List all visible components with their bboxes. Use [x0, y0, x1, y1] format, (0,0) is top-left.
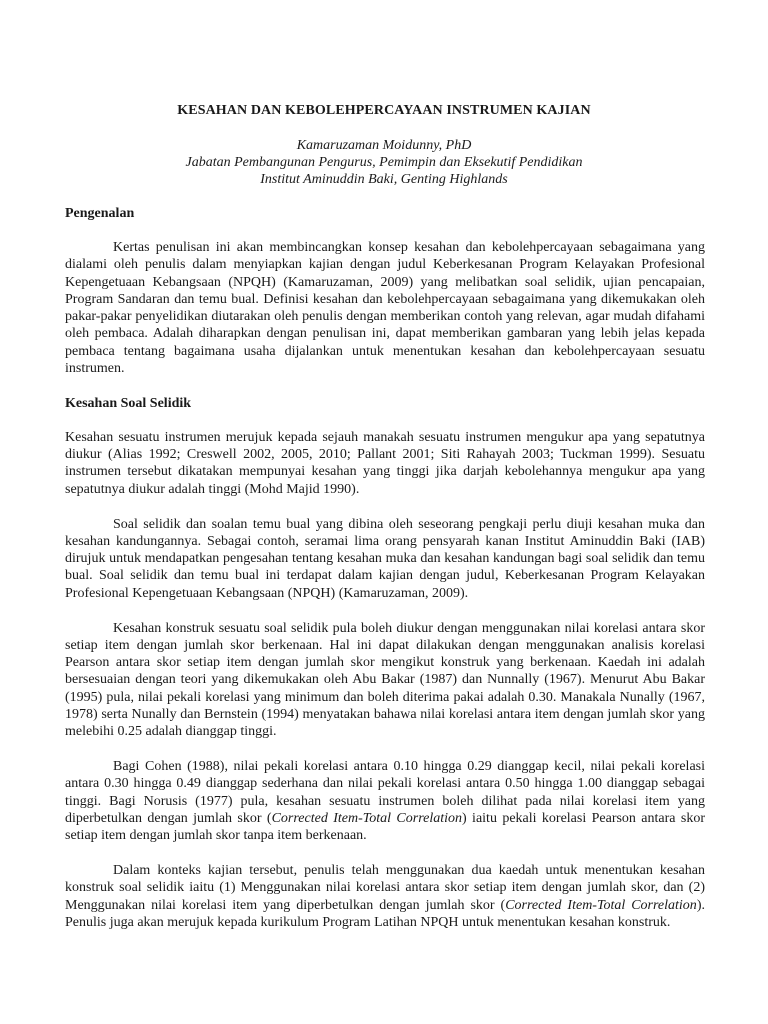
paragraph-cohen-text-2: ) iaitu pekali korelasi Pearson antara skor setiap item dengan jumlah skor tanpa item berkenaan.: [65, 811, 705, 844]
paragraph-cohen-text-1: Bagi Cohen (1988), nilai pekali korelasi antara 0.10 hingga 0.29 dianggap kecil, nilai pekali korelasi antara 0.30 hingga 0.49 dianggap sederhana dan nilai pekali korelasi antara 0.50 hingga 1.00 dianggap sebagai tinggi. Bagi Norusis (1977) pula, kesahan sesuatu instrumen boleh dilihat pada nilai korelasi item yang diperbetulkan dengan jumlah skor (: [65, 759, 705, 827]
paragraph-konteks-kajian: [65, 862, 705, 931]
author-department: Jabatan Pembangunan Pengurus, Pemimpin dan Eksekutif Pendidikan: [185, 155, 583, 170]
paragraph-kesahan-definition: Kesahan sesuatu instrumen merujuk kepada sejauh manakah sesuatu instrumen mengukur apa yang sepatutnya diukur (Alias 1992; Creswell 2002, 2005, 2010; Pallant 2001; Siti Rahayah 2003; Tuckman 1999). Sesuatu instrumen tersebut dikatakan mempunyai kesahan yang tinggi jika darjah kebolehannya mengukur apa yang sepatutnya diukur adalah tinggi (Mohd Majid 1990).: [65, 429, 705, 497]
author-institution: Institut Aminuddin Baki, Genting Highlands: [260, 172, 508, 187]
paragraph-konteks-text-1: Dalam konteks kajian tersebut, penulis telah menggunakan dua kaedah untuk menentukan kesahan konstruk soal selidik iaitu (1) Menggunakan nilai korelasi antara skor setiap item dengan jumlah skor, dan (2) Menggunakan nilai korelasi item yang diperbetulkan dengan jumlah skor (: [65, 863, 705, 913]
paragraph-konteks-italic: Corrected Item-Total Correlation: [505, 897, 697, 913]
section-heading-pengenalan: Pengenalan: [65, 206, 135, 221]
paragraph-cohen-italic: Corrected Item-Total Correlation: [271, 811, 463, 827]
paragraph-kesahan-muka: Soal selidik dan soalan temu bual yang dibina oleh seseorang pengkaji perlu diuji kesahan muka dan kesahan kandungannya. Sebagai contoh, seramai lima orang pensyarah kanan Institut Aminuddin Baki (IAB) dirujuk untuk mendapatkan pengesahan tentang kesahan muka dan kesahan kandungan bagi soal selidik dan temu bual. Soal selidik dan temu bual ini terdapat dalam kajian dengan judul, Keberkesanan Program Kelayakan Profesional Kepengetuaan Kebangsaan (NPQH) (Kamaruzaman, 2009).: [65, 516, 705, 601]
author-block: [0, 137, 768, 188]
section-heading-kesahan-soal-selidik: Kesahan Soal Selidik: [65, 395, 192, 411]
paragraph-kesahan-konstruk: Kesahan konstruk sesuatu soal selidik pula boleh diukur dengan menggunakan nilai korelasi antara skor setiap item dengan jumlah skor berkenaan. Hal ini dapat dilakukan dengan menggunakan analisis korelasi Pearson antara skor setiap item dengan jumlah skor mengikut konstruk yang berkenaan. Kaedah ini adalah bersesuaian dengan teori yang dikemukakan oleh Abu Bakar (1987) dan Nunnally (1967). Menurut Abu Bakar (1995) pula, nilai pekali korelasi yang minimum dan boleh diterima pakai adalah 0.30. Manakala Nunally (1967, 1978) serta Nunally dan Bernstein (1994) menyatakan bahawa nilai korelasi antara item dengan jumlah skor yang melebihi 0.25 adalah dianggap tinggi.: [65, 620, 705, 740]
author-name: Kamaruzaman Moidunny, PhD: [296, 138, 472, 153]
paragraph-cohen: [65, 758, 705, 844]
paragraph-pengenalan: Kertas penulisan ini akan membincangkan konsep kesahan dan kebolehpercayaan sebagaimana yang dialami oleh penulis dalam menyiapkan kajian dengan judul Keberkesanan Program Kelayakan Profesional Kepengetuaan Kebangsaan (NPQH) (Kamaruzaman, 2009) yang melibatkan soal selidik, ujian pencapaian, Program Sandaran dan temu bual. Definisi kesahan dan kebolehpercayaan sebagaimana yang dikemukakan oleh pakar-pakar penyelidikan diutarakan oleh penulis dengan memberikan contoh yang relevan, agar mudah difahami oleh pembaca. Adalah diharapkan dengan penulisan ini, dapat memberikan gambaran yang lebih jelas kepada pembaca tentang bagaimana usaha dijalankan untuk menentukan kesahan dan kebolehpercayaan sesuatu instrumen.: [65, 240, 705, 377]
document-title: KESAHAN DAN KEBOLEHPERCAYAAN INSTRUMEN KAJIAN: [177, 103, 591, 118]
document-body: [65, 205, 705, 949]
paragraph-konteks-text-2: ). Penulis juga akan merujuk kepada kurikulum Program Latihan NPQH untuk menentukan kesahan konstruk.: [65, 897, 705, 930]
